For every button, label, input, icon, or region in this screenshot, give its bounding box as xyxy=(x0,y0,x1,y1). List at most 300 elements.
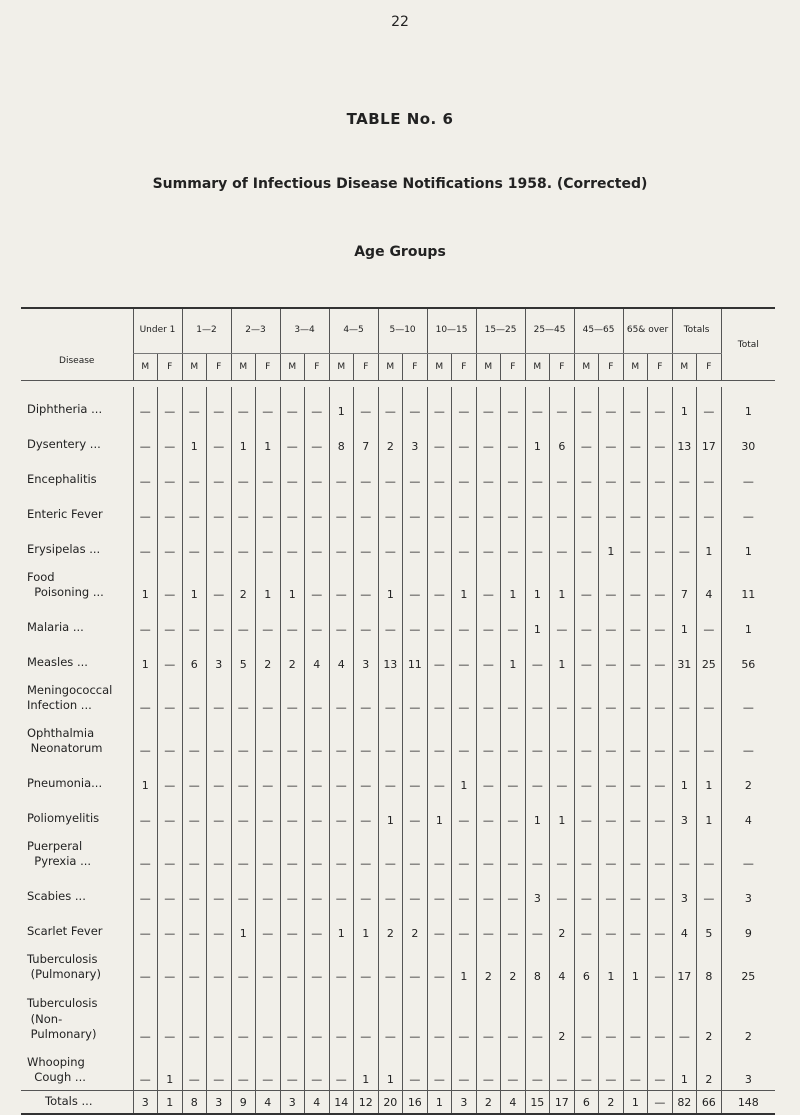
count-cell: 4 xyxy=(305,1091,330,1115)
count-cell: — xyxy=(378,761,403,796)
count-cell: — xyxy=(378,492,403,527)
count-cell: — xyxy=(133,527,158,562)
age-group-header: 65& over xyxy=(623,308,672,354)
count-cell: — xyxy=(623,527,648,562)
count-cell: — xyxy=(207,457,232,492)
count-cell: 1 xyxy=(427,1091,452,1115)
count-cell: 2 xyxy=(550,909,575,944)
count-cell: — xyxy=(182,387,207,422)
male-header: M xyxy=(231,354,256,381)
count-cell: — xyxy=(256,387,281,422)
count-cell: — xyxy=(501,387,526,422)
count-cell: — xyxy=(452,527,477,562)
count-cell: — xyxy=(623,640,648,675)
table-title: TABLE No. 6 xyxy=(346,110,454,128)
count-cell: 1 xyxy=(697,761,722,796)
table-row xyxy=(21,909,775,944)
count-cell: — xyxy=(501,675,526,718)
count-cell: 8 xyxy=(329,422,354,457)
table-row xyxy=(21,562,775,605)
count-cell: — xyxy=(256,718,281,761)
disease-name: Pneumonia... xyxy=(27,776,103,791)
count-cell: 2 xyxy=(256,640,281,675)
count-cell: 1 xyxy=(550,562,575,605)
count-cell: — xyxy=(280,1047,305,1091)
count-cell: — xyxy=(525,718,550,761)
male-header: M xyxy=(329,354,354,381)
count-cell: 3 xyxy=(133,1091,158,1115)
count-cell: 3 xyxy=(672,796,697,831)
count-cell: — xyxy=(525,909,550,944)
count-cell: — xyxy=(280,387,305,422)
count-cell: — xyxy=(256,909,281,944)
count-cell: 1 xyxy=(672,1047,697,1091)
count-cell: — xyxy=(280,527,305,562)
table-row xyxy=(21,605,775,640)
count-cell: 13 xyxy=(672,422,697,457)
count-cell: — xyxy=(231,718,256,761)
count-cell: — xyxy=(329,944,354,987)
count-cell: — xyxy=(305,761,330,796)
count-cell: — xyxy=(256,874,281,909)
count-cell: — xyxy=(697,457,722,492)
count-cell: — xyxy=(574,675,599,718)
count-cell: 1 xyxy=(354,909,379,944)
age-group-header: 3—4 xyxy=(280,308,329,354)
table-subtitle: Summary of Infectious Disease Notifications 1958. (Corrected) xyxy=(152,176,648,192)
count-cell: — xyxy=(623,909,648,944)
count-cell: — xyxy=(403,562,428,605)
count-cell: — xyxy=(599,640,624,675)
count-cell: — xyxy=(207,527,232,562)
count-cell: — xyxy=(525,527,550,562)
count-cell: — xyxy=(452,492,477,527)
count-cell: 12 xyxy=(354,1091,379,1115)
count-cell: — xyxy=(329,562,354,605)
count-cell: — xyxy=(305,527,330,562)
count-cell: 4 xyxy=(697,562,722,605)
count-cell: — xyxy=(648,422,673,457)
count-cell: 1 xyxy=(280,562,305,605)
count-cell: 25 xyxy=(697,640,722,675)
count-cell: — xyxy=(207,987,232,1047)
count-cell: — xyxy=(158,944,183,987)
count-cell: 2 xyxy=(231,562,256,605)
count-cell: 1 xyxy=(182,422,207,457)
row-total-cell: 1 xyxy=(721,605,775,640)
count-cell: — xyxy=(648,492,673,527)
count-cell: — xyxy=(354,605,379,640)
count-cell: — xyxy=(452,831,477,874)
count-cell: 3 xyxy=(525,874,550,909)
count-cell: — xyxy=(623,987,648,1047)
count-cell: — xyxy=(231,527,256,562)
count-cell: — xyxy=(427,527,452,562)
count-cell: — xyxy=(158,605,183,640)
count-cell: — xyxy=(623,831,648,874)
count-cell: — xyxy=(403,387,428,422)
count-cell: — xyxy=(697,605,722,640)
count-cell: — xyxy=(158,527,183,562)
count-cell: — xyxy=(207,944,232,987)
count-cell: — xyxy=(354,874,379,909)
count-cell: — xyxy=(525,675,550,718)
count-cell: 2 xyxy=(378,422,403,457)
count-cell: 14 xyxy=(329,1091,354,1115)
count-cell: — xyxy=(574,987,599,1047)
count-cell: — xyxy=(427,562,452,605)
count-cell: — xyxy=(476,605,501,640)
count-cell: — xyxy=(452,874,477,909)
count-cell: — xyxy=(648,457,673,492)
count-cell: — xyxy=(574,1047,599,1091)
count-cell: — xyxy=(648,527,673,562)
count-cell: — xyxy=(697,831,722,874)
count-cell: — xyxy=(133,796,158,831)
male-header: M xyxy=(525,354,550,381)
count-cell: 1 xyxy=(452,761,477,796)
age-group-header: 4—5 xyxy=(329,308,378,354)
row-total-cell: 30 xyxy=(721,422,775,457)
table-row xyxy=(21,718,775,761)
count-cell: — xyxy=(133,831,158,874)
count-cell: — xyxy=(158,457,183,492)
count-cell: — xyxy=(574,422,599,457)
count-cell: — xyxy=(452,796,477,831)
count-cell: — xyxy=(525,987,550,1047)
count-cell: — xyxy=(280,944,305,987)
count-cell: — xyxy=(158,874,183,909)
age-group-header: 5—10 xyxy=(378,308,427,354)
count-cell: — xyxy=(623,874,648,909)
count-cell: — xyxy=(427,605,452,640)
count-cell: — xyxy=(501,909,526,944)
count-cell: — xyxy=(697,874,722,909)
age-group-header-row xyxy=(21,308,775,354)
count-cell: — xyxy=(501,605,526,640)
count-cell: — xyxy=(256,605,281,640)
count-cell: 1 xyxy=(525,796,550,831)
count-cell: — xyxy=(550,605,575,640)
disease-name: Scarlet Fever xyxy=(27,924,103,939)
count-cell: 4 xyxy=(501,1091,526,1115)
count-cell: — xyxy=(476,987,501,1047)
count-cell: — xyxy=(305,422,330,457)
count-cell: — xyxy=(476,796,501,831)
count-cell: — xyxy=(207,761,232,796)
count-cell: 1 xyxy=(158,1047,183,1091)
male-header: M xyxy=(182,354,207,381)
male-header: M xyxy=(476,354,501,381)
count-cell: 1 xyxy=(525,562,550,605)
count-cell: — xyxy=(305,909,330,944)
male-header: M xyxy=(427,354,452,381)
male-header: M xyxy=(133,354,158,381)
count-cell: — xyxy=(133,1047,158,1091)
count-cell: — xyxy=(427,944,452,987)
row-total-cell: 2 xyxy=(721,761,775,796)
table-row xyxy=(21,675,775,718)
count-cell: 2 xyxy=(501,944,526,987)
disease-name: Whooping Cough ... xyxy=(27,1054,86,1085)
count-cell: — xyxy=(623,492,648,527)
count-cell: — xyxy=(354,944,379,987)
table-row xyxy=(21,527,775,562)
disease-name: Enteric Fever xyxy=(27,507,103,522)
count-cell: — xyxy=(427,874,452,909)
row-total-cell: 25 xyxy=(721,944,775,987)
count-cell: — xyxy=(648,1047,673,1091)
count-cell: 11 xyxy=(403,640,428,675)
count-cell: — xyxy=(599,796,624,831)
count-cell: — xyxy=(574,527,599,562)
count-cell: — xyxy=(476,527,501,562)
count-cell: — xyxy=(329,1047,354,1091)
count-cell: 82 xyxy=(672,1091,697,1115)
count-cell: 2 xyxy=(599,1091,624,1115)
count-cell: — xyxy=(525,457,550,492)
count-cell: — xyxy=(672,457,697,492)
disease-name: Totals ... xyxy=(21,1091,133,1115)
count-cell: 1 xyxy=(525,605,550,640)
row-total-cell: 56 xyxy=(721,640,775,675)
count-cell: 1 xyxy=(623,944,648,987)
count-cell: — xyxy=(427,422,452,457)
count-cell: — xyxy=(280,422,305,457)
count-cell: — xyxy=(501,527,526,562)
disease-name: Ophthalmia Neonatorum xyxy=(27,725,103,756)
count-cell: — xyxy=(133,605,158,640)
count-cell: — xyxy=(256,796,281,831)
count-cell: — xyxy=(207,605,232,640)
count-cell: — xyxy=(501,796,526,831)
count-cell: 1 xyxy=(378,796,403,831)
count-cell: — xyxy=(305,387,330,422)
count-cell: — xyxy=(403,492,428,527)
count-cell: 4 xyxy=(550,944,575,987)
row-total-cell: 3 xyxy=(721,1047,775,1091)
count-cell: — xyxy=(574,605,599,640)
count-cell: — xyxy=(182,944,207,987)
male-header: M xyxy=(280,354,305,381)
count-cell: 1 xyxy=(599,944,624,987)
male-header: M xyxy=(623,354,648,381)
count-cell: — xyxy=(525,492,550,527)
count-cell: — xyxy=(182,909,207,944)
count-cell: 8 xyxy=(182,1091,207,1115)
row-total-cell: — xyxy=(721,492,775,527)
count-cell: — xyxy=(158,492,183,527)
disease-name: Poliomyelitis xyxy=(27,811,100,826)
count-cell: — xyxy=(525,640,550,675)
count-cell: — xyxy=(378,605,403,640)
disease-name: Dysentery ... xyxy=(27,437,101,452)
count-cell: — xyxy=(231,457,256,492)
count-cell: — xyxy=(574,761,599,796)
count-cell: — xyxy=(158,387,183,422)
count-cell: — xyxy=(207,562,232,605)
count-cell: 2 xyxy=(697,1047,722,1091)
count-cell: 1 xyxy=(158,1091,183,1115)
count-cell: 1 xyxy=(182,562,207,605)
count-cell: — xyxy=(452,640,477,675)
count-cell: — xyxy=(182,457,207,492)
count-cell: — xyxy=(256,492,281,527)
table-row xyxy=(21,457,775,492)
disease-name: Measles ... xyxy=(27,655,88,670)
count-cell: 4 xyxy=(256,1091,281,1115)
count-cell: — xyxy=(403,831,428,874)
count-cell: — xyxy=(697,492,722,527)
count-cell: — xyxy=(599,422,624,457)
count-cell: — xyxy=(305,944,330,987)
disease-name: Tuberculosis (Non- Pulmonary) xyxy=(27,996,98,1042)
count-cell: — xyxy=(427,718,452,761)
count-cell: — xyxy=(354,796,379,831)
count-cell: — xyxy=(648,761,673,796)
count-cell: — xyxy=(182,1047,207,1091)
count-cell: — xyxy=(329,605,354,640)
count-cell: — xyxy=(280,457,305,492)
count-cell: — xyxy=(648,387,673,422)
count-cell: 1 xyxy=(550,640,575,675)
count-cell: — xyxy=(476,718,501,761)
count-cell: — xyxy=(231,675,256,718)
count-cell: 1 xyxy=(329,387,354,422)
count-cell: — xyxy=(378,675,403,718)
count-cell: 16 xyxy=(403,1091,428,1115)
count-cell: 1 xyxy=(599,527,624,562)
table-row xyxy=(21,831,775,874)
count-cell: 1 xyxy=(501,562,526,605)
count-cell: — xyxy=(476,909,501,944)
count-cell: — xyxy=(378,987,403,1047)
count-cell: — xyxy=(672,718,697,761)
count-cell: — xyxy=(525,1047,550,1091)
count-cell: — xyxy=(182,831,207,874)
count-cell: — xyxy=(354,987,379,1047)
count-cell: — xyxy=(623,605,648,640)
count-cell: — xyxy=(599,457,624,492)
count-cell: — xyxy=(501,987,526,1047)
count-cell: — xyxy=(280,796,305,831)
count-cell: — xyxy=(354,527,379,562)
count-cell: 1 xyxy=(525,422,550,457)
page-number: 22 xyxy=(391,14,409,30)
count-cell: — xyxy=(648,605,673,640)
count-cell: — xyxy=(525,761,550,796)
female-header: F xyxy=(697,354,722,381)
count-cell: — xyxy=(623,718,648,761)
count-cell: 4 xyxy=(305,640,330,675)
count-cell: — xyxy=(599,492,624,527)
count-cell: — xyxy=(648,831,673,874)
age-group-header: 15—25 xyxy=(476,308,525,354)
count-cell: — xyxy=(697,387,722,422)
count-cell: — xyxy=(207,387,232,422)
count-cell: — xyxy=(207,796,232,831)
count-cell: 1 xyxy=(354,1047,379,1091)
count-cell: — xyxy=(305,1047,330,1091)
count-cell: — xyxy=(452,718,477,761)
count-cell: 15 xyxy=(525,1091,550,1115)
count-cell: 3 xyxy=(354,640,379,675)
count-cell: 66 xyxy=(697,1091,722,1115)
count-cell: — xyxy=(280,492,305,527)
count-cell: — xyxy=(574,909,599,944)
table-row xyxy=(21,796,775,831)
count-cell: 13 xyxy=(378,640,403,675)
count-cell: — xyxy=(158,761,183,796)
count-cell: — xyxy=(329,761,354,796)
count-cell: — xyxy=(403,457,428,492)
count-cell: — xyxy=(476,387,501,422)
row-total-cell: 148 xyxy=(721,1091,775,1115)
row-total-cell: 11 xyxy=(721,562,775,605)
count-cell: — xyxy=(476,562,501,605)
count-cell: — xyxy=(476,831,501,874)
count-cell: — xyxy=(305,796,330,831)
count-cell: — xyxy=(672,492,697,527)
count-cell: 1 xyxy=(452,562,477,605)
count-cell: — xyxy=(427,457,452,492)
count-cell: 5 xyxy=(231,640,256,675)
count-cell: — xyxy=(623,761,648,796)
count-cell: — xyxy=(525,831,550,874)
count-cell: — xyxy=(574,492,599,527)
count-cell: — xyxy=(550,527,575,562)
count-cell: — xyxy=(427,387,452,422)
count-cell: — xyxy=(452,605,477,640)
count-cell: — xyxy=(231,987,256,1047)
count-cell: — xyxy=(354,387,379,422)
age-group-header: 2—3 xyxy=(231,308,280,354)
count-cell: — xyxy=(207,909,232,944)
count-cell: — xyxy=(280,718,305,761)
count-cell: — xyxy=(305,605,330,640)
table-row xyxy=(21,640,775,675)
count-cell: — xyxy=(231,831,256,874)
female-header: F xyxy=(256,354,281,381)
count-cell: 4 xyxy=(329,640,354,675)
age-group-header: Under 1 xyxy=(133,308,182,354)
count-cell: — xyxy=(354,562,379,605)
table-row xyxy=(21,874,775,909)
female-header: F xyxy=(501,354,526,381)
count-cell: — xyxy=(476,761,501,796)
count-cell: 2 xyxy=(476,944,501,987)
count-cell: — xyxy=(599,987,624,1047)
count-cell: — xyxy=(599,831,624,874)
count-cell: — xyxy=(452,675,477,718)
count-cell: — xyxy=(599,605,624,640)
count-cell: — xyxy=(354,492,379,527)
count-cell: — xyxy=(280,675,305,718)
count-cell: — xyxy=(158,909,183,944)
count-cell: — xyxy=(697,675,722,718)
count-cell: — xyxy=(574,718,599,761)
count-cell: 1 xyxy=(672,761,697,796)
count-cell: — xyxy=(378,457,403,492)
row-total-cell: — xyxy=(721,718,775,761)
count-cell: — xyxy=(305,874,330,909)
count-cell: — xyxy=(599,675,624,718)
count-cell: — xyxy=(599,387,624,422)
count-cell: — xyxy=(354,718,379,761)
count-cell: — xyxy=(207,831,232,874)
row-total-cell: 1 xyxy=(721,387,775,422)
count-cell: — xyxy=(648,909,673,944)
